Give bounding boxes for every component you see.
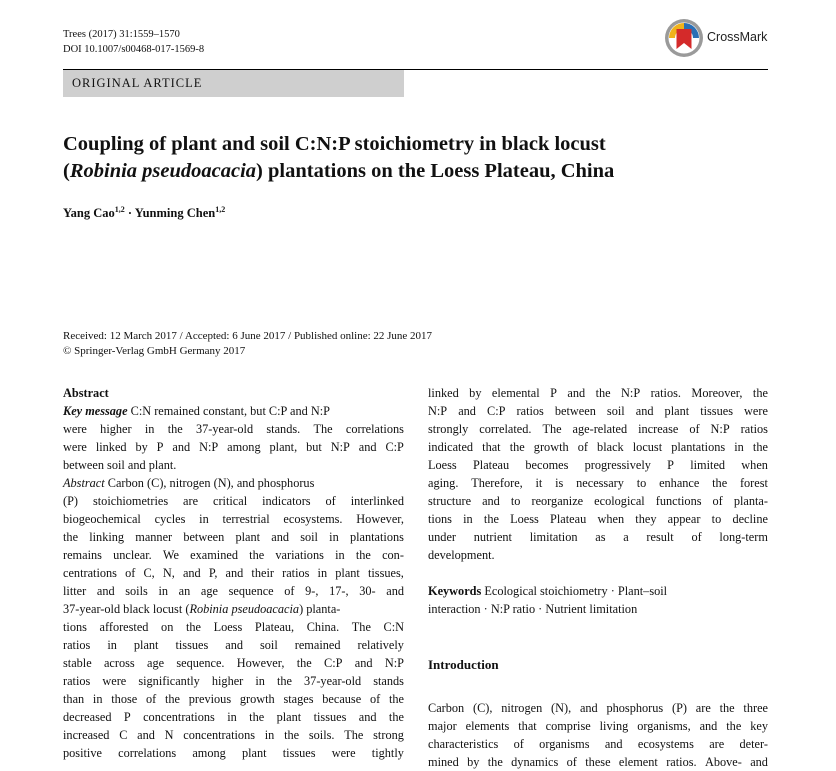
crossmark-label: CrossMark xyxy=(707,30,768,44)
abstract-line-9: tions afforested on the Loess Plateau, China. The C:N xyxy=(63,620,404,634)
abstract-cont-line-9: under nutrient limitation as a result of long-term xyxy=(428,530,768,544)
key-message-text: C:N remained constant, but C:P and N:P xyxy=(127,404,330,418)
abstract-line-1 xyxy=(63,474,404,492)
abstract-species: Robinia pseudoacacia xyxy=(189,602,300,616)
abstract-line-15: increased C and N concentrations in the soils. The strong xyxy=(63,728,404,742)
keywords-text-1: Ecological stoichiometry · Plant–soil xyxy=(481,584,668,598)
abstract-line-12: ratios were significantly higher in the 37-year-old stands xyxy=(63,674,404,688)
key-message-line-1 xyxy=(63,402,404,420)
journal-citation xyxy=(63,27,204,57)
author-separator: · xyxy=(124,206,135,221)
journal-line-1: Trees (2017) 31:1559–1570 xyxy=(63,29,180,40)
doi-line: DOI 10.1007/s00468-017-1569-8 xyxy=(63,44,205,55)
abstract-line-16: positive correlations among plant tissues were tightly xyxy=(63,746,404,760)
keywords-line-2: interaction · N:P ratio · Nutrient limitation xyxy=(428,602,638,616)
abstract-line-7: litter and soils in an age sequence of 9-, 17-, 30- and xyxy=(63,584,404,598)
abstract-line-2: (P) stoichiometries are critical indicators of interlinked xyxy=(63,494,404,508)
keywords-line-1 xyxy=(428,582,768,600)
introduction-heading: Introduction xyxy=(428,657,499,672)
abstract-cont-line-2: N:P and C:P ratios between soil and plant tissues were xyxy=(428,404,768,418)
title-species: Robinia pseudoacacia xyxy=(69,160,257,182)
key-message-line-3: were linked by P and N:P among plant, but N:P and C:P xyxy=(63,440,404,454)
title-paren-open: ( xyxy=(63,160,70,182)
abstract-line-8 xyxy=(63,600,404,618)
key-message-label: Key message xyxy=(63,404,128,418)
abstract-cont-line-6: aging. Therefore, it is necessary to enhance the forest xyxy=(428,476,768,490)
abstract-cont-line-1: linked by elemental P and the N:P ratios. Moreover, the xyxy=(428,386,768,400)
abstract-heading: Abstract xyxy=(63,386,109,400)
abstract-cont-line-8: tions in the Loess Plateau when they appear to decline xyxy=(428,512,768,526)
publication-dates xyxy=(63,329,432,359)
author-2[interactable]: Yunming Chen xyxy=(134,206,216,221)
title-line-2 xyxy=(63,158,753,185)
title-line-1: Coupling of plant and soil C:N:P stoichiometry in black locust xyxy=(63,133,606,155)
abstract-line-8-end: ) planta- xyxy=(299,602,341,616)
abstract-line-13: than in those of the previous growth stages because of the xyxy=(63,692,404,706)
abstract-cont-line-3: strongly correlated. The age-related increase of N:P ratios xyxy=(428,422,768,436)
key-message-line-2: were higher in the 37-year-old stands. The correlations xyxy=(63,422,404,436)
abstract-text-start: Carbon (C), nitrogen (N), and phosphorus xyxy=(104,476,315,490)
abstract-left-column xyxy=(63,384,404,762)
abstract-line-14: decreased P concentrations in the plant tissues and the xyxy=(63,710,404,724)
abstract-line-11: stable across age sequence. However, the C:P and N:P xyxy=(63,656,404,670)
abstract-label: Abstract xyxy=(63,476,105,490)
crossmark-logo-icon xyxy=(664,18,704,58)
article-title xyxy=(63,131,753,185)
abstract-cont-line-7: structure and to reorganize ecological functions of planta- xyxy=(428,494,768,508)
abstract-line-5: remains unclear. We examined the variations in the con- xyxy=(63,548,404,562)
abstract-line-8-start: 37-year-old black locust ( xyxy=(63,602,190,616)
author-1[interactable]: Yang Cao xyxy=(63,206,115,221)
keywords-block xyxy=(428,582,768,618)
author-2-affiliation: 1,2 xyxy=(215,205,226,214)
abstract-cont-line-4: indicated that the growth of black locust plantations in the xyxy=(428,440,768,454)
intro-line-1: Carbon (C), nitrogen (N), and phosphorus (P) are the three xyxy=(428,701,768,715)
article-type-banner: ORIGINAL ARTICLE xyxy=(63,70,404,97)
crossmark-badge[interactable] xyxy=(664,18,774,58)
abstract-cont-line-5: Loess Plateau becomes progressively P limited when xyxy=(428,458,768,472)
keywords-label: Keywords xyxy=(428,584,482,598)
abstract-right-column xyxy=(428,384,768,771)
intro-line-3: characteristics of organisms and ecosystems are deter- xyxy=(428,737,768,751)
title-line-2-rest: ) plantations on the Loess Plateau, China xyxy=(256,160,615,182)
abstract-line-4: the linking manner between plant and soil in plantations xyxy=(63,530,404,544)
intro-line-4: mined by the dynamics of these element ratios. Above- and xyxy=(428,755,768,769)
copyright-line: © Springer-Verlag GmbH Germany 2017 xyxy=(63,345,246,357)
abstract-line-10: ratios in plant tissues and soil remained relatively xyxy=(63,638,404,652)
author-1-affiliation: 1,2 xyxy=(114,205,125,214)
dates-line: Received: 12 March 2017 / Accepted: 6 June 2017 / Published online: 22 June 2017 xyxy=(63,330,433,342)
key-message-line-4: between soil and plant. xyxy=(63,458,177,472)
abstract-line-6: centrations of C, N, and P, and their ratios in plant tissues, xyxy=(63,566,404,580)
abstract-cont-line-10: development. xyxy=(428,548,495,562)
abstract-line-3: biogeochemical cycles in terrestrial ecosystems. However, xyxy=(63,512,404,526)
intro-line-2: major elements that comprise living organisms, and the key xyxy=(428,719,768,733)
author-list xyxy=(63,205,225,221)
